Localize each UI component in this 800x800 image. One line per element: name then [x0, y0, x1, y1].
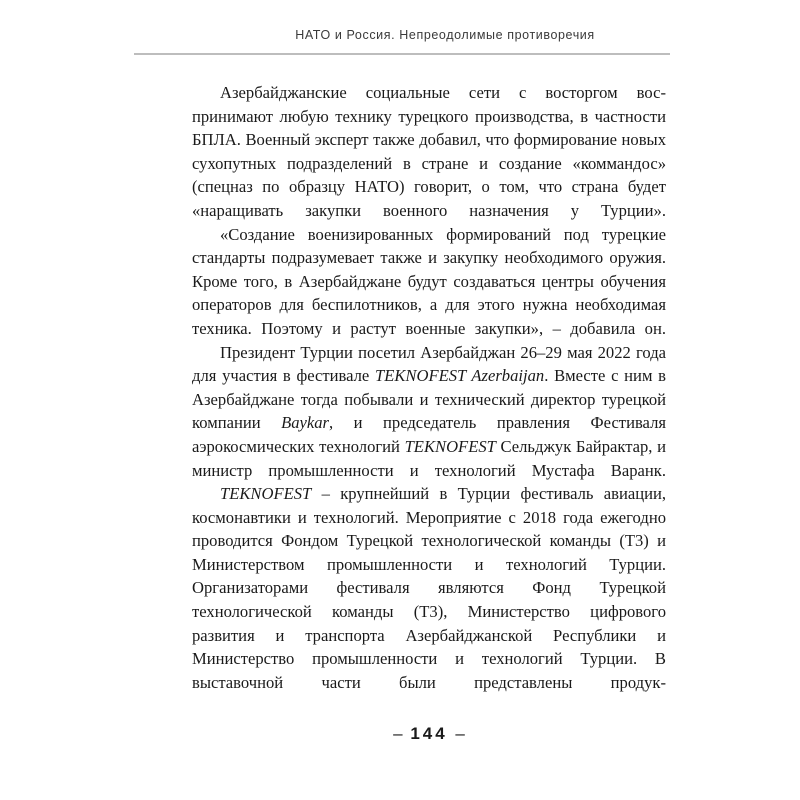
text-run: – крупнейший в Турции фестиваль авиации, космонавтики и технологий. Мероприятие с 2018 года ежегодно проводится Фондом Турецкой технологической команды (Т3) и Министерством промышленности и технологий Турции. Организаторами фестиваля являются Фонд Турецкой технологической команды (Т3), Министерство цифрового развития и транспорта Азербайджанской Республики и Министерство промышленности и технологий Турции. В выставочной части были представлены продук- [192, 484, 666, 692]
emphasis-text: TEKNOFEST [220, 484, 312, 504]
folio-prefix-dash: – [393, 724, 403, 743]
emphasis-text: TEKNOFEST [404, 436, 496, 456]
paragraph [192, 223, 666, 341]
text-run: Президент Турции посетил Азербайджан 26–29 мая 2022 года для участия в фестивале [192, 342, 666, 386]
paragraph [192, 482, 666, 694]
paragraph [192, 341, 666, 483]
page-number: 144 [410, 724, 448, 743]
emphasis-text: Baykar [281, 413, 330, 433]
folio-suffix-dash: – [455, 724, 465, 743]
text-run: Азербайджанские социальные сети с восторгом вос-принимают любую технику турецкого производства, в частности БПЛА. Военный эксперт также добавил, что формирование новых сухопутных подразделений в стране и создание «коммандос» (спецназ по образцу НАТО) говорит, о том, что страна будет «наращивать закупки военного назначения у Турции». [192, 83, 666, 220]
header-rule [134, 53, 670, 55]
page-content-area [130, 28, 670, 772]
text-run: «Создание военизированных формирований под турецкие стандарты подразумевает также и закупку необходимого оружия. Кроме того, в Азербайджане будут создаваться центры обучения операторов для беспилотников, а для этого нужна необходимая техника. Поэтому и растут военные закупки», – добавила он. [192, 224, 666, 338]
body-text-column [192, 81, 666, 694]
text-run: , и председатель правления Фестиваля аэрокосмических технологий [192, 413, 666, 456]
emphasis-text: TEKNOFEST Azerbaijan [374, 366, 545, 386]
page-folio [192, 724, 666, 744]
running-head: НАТО и Россия. Непреодолимые противоречия [295, 28, 595, 42]
paragraph [192, 81, 666, 223]
text-run: . Вместе с ним в Азербайджане тогда побывали и технический директор турецкой компании [192, 366, 666, 433]
text-run: Сельджук Байрактар, и министр промышленности и технологий Мустафа Варанк. [192, 436, 666, 480]
